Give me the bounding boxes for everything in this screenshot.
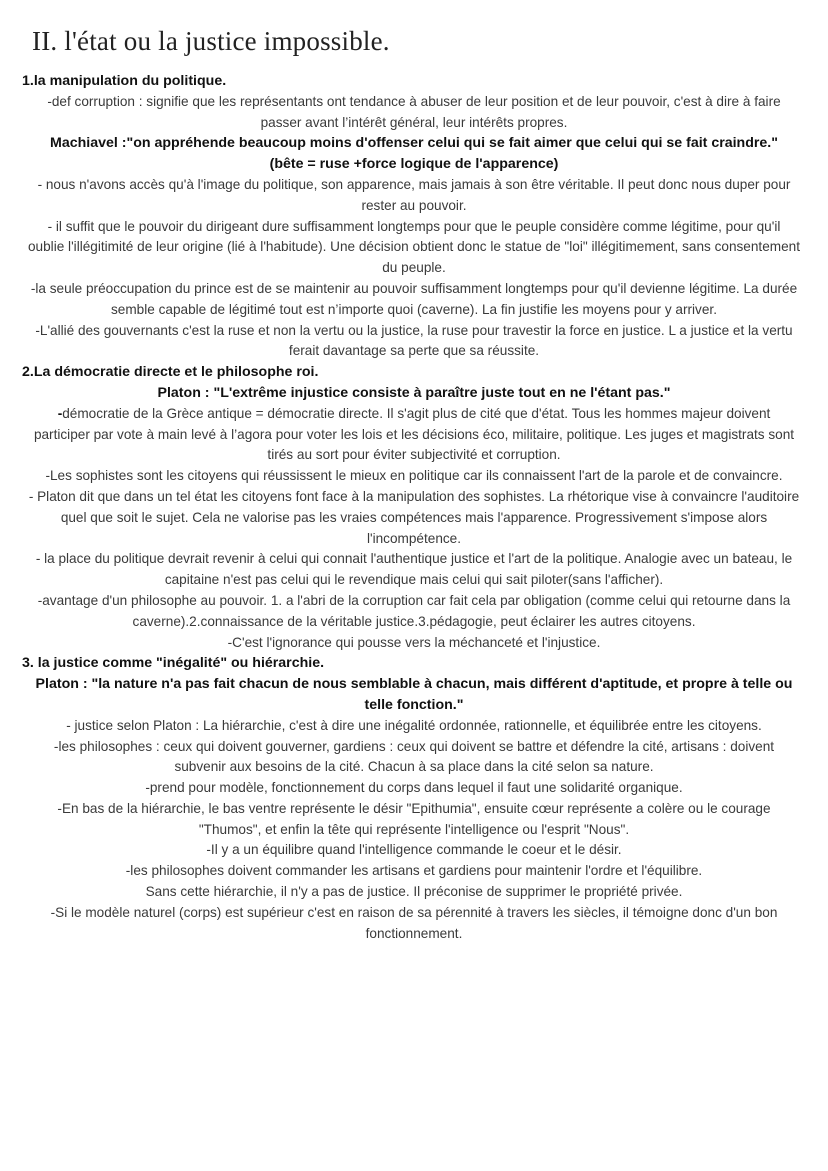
paragraph: - justice selon Platon : La hiérarchie, c'est à dire une inégalité ordonnée, rationnelle, et équilibrée entre les citoyens. — [66, 717, 762, 733]
section-heading: 2.La démocratie directe et le philosophe roi. — [22, 364, 319, 381]
paragraph: -prend pour modèle, fonctionnement du corps dans lequel il faut une solidarité organique. — [145, 780, 683, 796]
paragraph: - la place du politique devrait revenir à celui qui connait l'authentique justice et l'art de la politique. Analogie avec un bateau, le capitaine n'est pas celui qui le revendique mais celui qui sait piloter(sans l'afficher). — [35, 551, 793, 588]
paragraph: -les philosophes doivent commander les artisans et gardiens pour maintenir l'ordre et l'équilibre. — [125, 863, 703, 879]
section-heading: 1.la manipulation du politique. — [22, 73, 227, 89]
paragraph: - il suffit que le pouvoir du dirigeant dure suffisamment longtemps pour que le peuple considère comme légitime, pour qu'il oublie l'illégitimité de leur origine (lié à l'habitude). Une décision obtient donc le statue de "loi" illégitimement, sans consentement du peuple. — [28, 218, 800, 276]
section-heading: 3. la justice comme "inégalité" ou hiérarchie. — [22, 655, 325, 672]
paragraph: -Il y a un équilibre quand l'intelligence commande le coeur et le désir. — [206, 842, 622, 858]
paragraph-text: démocratie de la Grèce antique = démocratie directe. Il s'agit plus de cité que d'état. Tous les hommes majeur doivent participer par vote à main levé à l’agora pour voter les lois et les décisions éco, militaire, politique. Les juges et magistrats sont tirés au sort pour éviter subjectivité et corruption. — [33, 405, 795, 463]
paragraph: - nous n'avons accès qu'à l'image du politique, son apparence, mais jamais à son être véritable. Il peut donc nous duper pour rester au pouvoir. — [37, 176, 791, 213]
quote: Platon : "la nature n'a pas fait chacun de nous semblable à chacun, mais différent d'aptitude, et propre à telle ou telle fonction." — [35, 676, 793, 713]
paragraph: -Si le modèle naturel (corps) est supérieur c'est en raison de sa pérennité à travers les siècles, il témoigne donc d'un bon fonctionnement. — [50, 904, 778, 941]
paragraph: Sans cette hiérarchie, il n'y a pas de justice. Il préconise de supprimer le propriété privée. — [145, 884, 683, 900]
paragraph: -Les sophistes sont les citoyens qui réussissent le mieux en politique car ils connaissent l'art de la parole et de convaincre. — [45, 468, 783, 484]
paragraph — [22, 404, 806, 466]
quote: Platon : "L'extrême injustice consiste à paraître juste tout en ne l'étant pas." — [157, 384, 671, 401]
paragraph: -avantage d'un philosophe au pouvoir. 1. a l'abri de la corruption car fait cela par obligation (comme celui qui retourne dans la caverne).2.connaissance de la véritable justice.3.pédagogie, peut éclairer les autres citoyens. — [37, 592, 791, 629]
paragraph: -def corruption : signifie que les représentants ont tendance à abuser de leur position et de leur pouvoir, c'est à dire à faire passer avant l’intérêt général, leur intérêts propres. — [47, 93, 781, 130]
page-title: II. l'état ou la justice impossible. — [32, 26, 390, 56]
paragraph: -L'allié des gouvernants c'est la ruse et non la vertu ou la justice, la ruse pour travestir la force en justice. L a justice et la vertu ferait davantage sa perte que sa réussite. — [35, 322, 793, 359]
quote: Machiavel :"on appréhende beaucoup moins d'offenser celui qui se fait aimer que celui qui se fait craindre." (bête = ruse +force logique de l'apparence) — [50, 135, 778, 173]
paragraph: -la seule préoccupation du prince est de se maintenir au pouvoir suffisamment longtemps pour qu'il devienne légitime. La durée semble capable de légitimé tout est n’importe quoi (caverne). La fin justifie les moyens pour y arriver. — [30, 280, 798, 317]
paragraph: - Platon dit que dans un tel état les citoyens font face à la manipulation des sophistes. La rhétorique vise à convaincre l'auditoire quel que soit le sujet. Cela ne valorise pas les vraies compétences mais l'apparence. Progressivement s'impose alors l'incompétence. — [28, 488, 800, 546]
paragraph: -En bas de la hiérarchie, le bas ventre représente le désir "Epithumia", ensuite cœur représente a colère ou le courage "Thumos", et enfin la tête qui représente l'intelligence ou l'esprit "Nous". — [57, 800, 771, 837]
paragraph: -les philosophes : ceux qui doivent gouverner, gardiens : ceux qui doivent se battre et défendre la cité, artisans : doivent subvenir aux besoins de la cité. Chacun à sa place dans la cité selon sa nature. — [53, 738, 775, 775]
paragraph: -C'est l'ignorance qui pousse vers la méchanceté et l'injustice. — [227, 634, 601, 650]
bold-dash: - — [57, 405, 63, 421]
